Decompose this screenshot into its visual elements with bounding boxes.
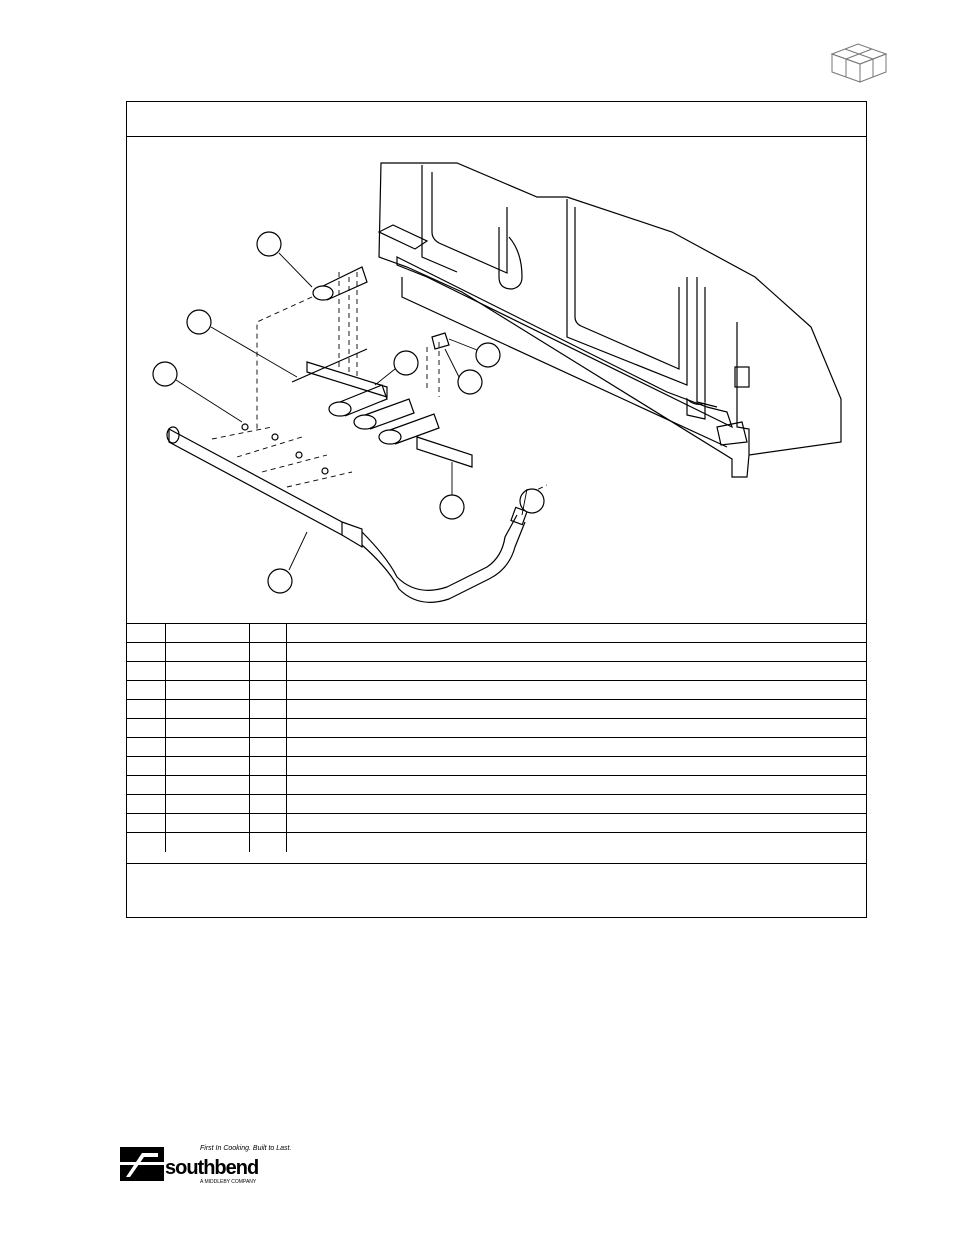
table-row [127,776,866,795]
table-row [127,757,866,776]
manifold-pipe [169,429,342,535]
logo-wordmark: southbend [165,1157,259,1179]
valve-2 [354,415,376,429]
callout-circle [187,310,211,334]
table-row [127,738,866,757]
notes-area [127,863,866,917]
parts-table [127,623,866,852]
table-row [127,624,866,643]
callout-circle [440,495,464,519]
logo-tagline: First In Cooking. Built to Last. [200,1145,292,1152]
callout-circle [476,343,500,367]
valve-1 [329,402,351,416]
table-row [127,795,866,814]
table-row [127,662,866,681]
table-row [127,643,866,662]
box-package-icon [828,40,890,84]
table-row [127,681,866,700]
page-title [127,102,866,137]
exploded-parts-diagram [127,137,866,623]
callout-circle [520,489,544,513]
southbend-logo [120,1145,292,1187]
callout-circle [268,569,292,593]
table-row [127,719,866,738]
burner-bracket [307,362,387,397]
table-row [127,814,866,833]
oven-body-outline [379,163,841,477]
table-row [127,700,866,719]
callout-circle [257,232,281,256]
gas-line [362,515,517,590]
callout-circle [458,370,482,394]
logo-subtitle: A MIDDLEBY COMPANY [200,1179,257,1185]
clip [432,333,449,349]
burner-assembly-top [313,286,333,300]
valve-3 [379,430,401,444]
callout-circle [153,362,177,386]
parts-frame [126,101,867,918]
callout-circle [394,351,418,375]
table-row [127,833,866,852]
southbend-logo-icon [120,1147,164,1181]
